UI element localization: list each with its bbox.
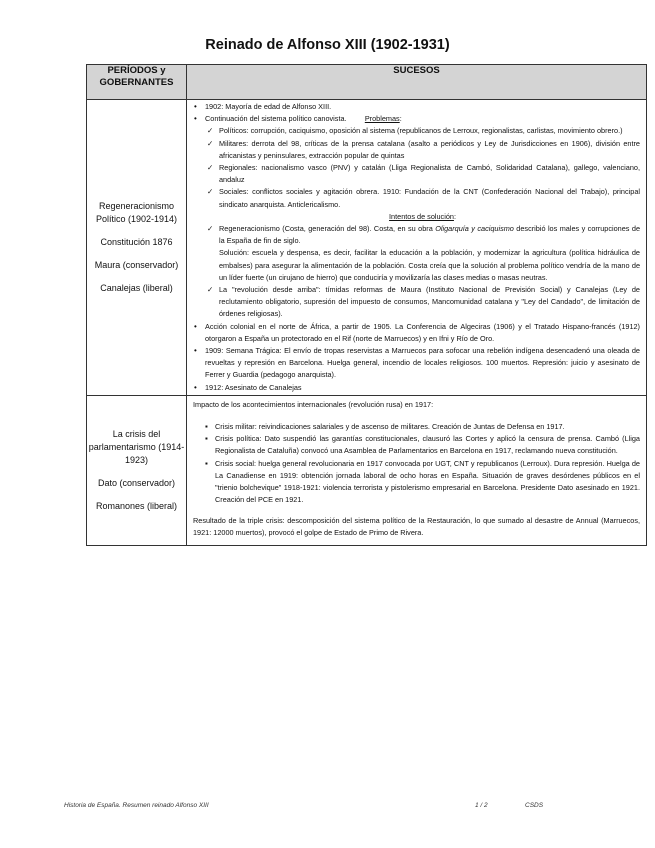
events-cell-crisis	[187, 395, 647, 545]
table-row	[87, 395, 647, 545]
events-list	[187, 101, 646, 394]
ruler-romanones: Romanones (liberal)	[95, 500, 178, 511]
period-label: La crisis del parlamentarismo (1914-1923)	[88, 429, 185, 465]
list-item: ✓ Regionales: nacionalismo vasco (PNV) y catalán (Lliga Regionalista de Cambó, Solidaridad Catalana), gallego, valenciano, andaluz	[219, 162, 640, 186]
period-label: Regeneracionismo Político (1902-1914)	[95, 201, 178, 225]
summary-table	[86, 64, 647, 546]
ruler-dato: Dato (conservador)	[97, 477, 176, 488]
footer-text: Historia de España. Resumen reinado Alfonso XIII	[64, 802, 209, 809]
page-title: Reinado de Alfonso XIII (1902-1931)	[205, 37, 450, 53]
list-item: ✓ Militares: derrota del 98, críticas de la prensa catalana (asalto a periódicos y Ley de Jurisdicciones en 1906), división entre africanistas y peninsulares, extracción popular de quintas	[219, 138, 640, 162]
table-row	[87, 100, 647, 396]
crisis-intro: Impacto de los acontecimientos internacionales (revolución rusa) en 1917:	[193, 399, 434, 409]
solutions-heading: Intentos de solución	[389, 211, 454, 221]
problems-list	[205, 125, 640, 210]
solution-text: describió los males y corrupciones de la España de fin de siglo.	[219, 224, 640, 246]
crisis-result: Resultado de la triple crisis: descomposición del sistema político de la Restauración, lo que sumado al desastre de Annual (Marruecos, 1921: 12000 muertos), provocó el golpe de Estado de Primo de Rivera.	[193, 515, 640, 537]
list-item: ▪ Crisis militar: reivindicaciones salariales y de ascenso de militares. Creación de Juntas de Defensa en 1917.	[215, 421, 640, 433]
ruler-canalejas: Canalejas (liberal)	[100, 282, 173, 293]
solution-body: Solución: escuela y despensa, es decir, facilitar la educación a la población, y modernizar la agricultura (política hidráulica de embalses) para asegurar la alimentación de la población. Costa creía que la solución al problema político vendría de la mano de un líder fuerte (un cirujano de hierro) que conduciría y movilizaría las clases medias o masas neutras.	[219, 248, 640, 282]
list-item: ▪ Crisis social: huelga general revolucionaria en 1917 convocada por UGT, CNT y republicanos (Lerroux). Dura represión. Huelga de La Canadiense en 1919: obtención jornada laboral de ocho horas en España. Situación de graves desórdenes públicos en el "trienio bolchevique" 1918-1921: violencia terrorista y pistolerismo empresarial en Barcelona. Presidente Dato asesinado en 1921. Creación del PCE en 1921.	[215, 458, 640, 507]
list-item: • Continuación del sistema político canovista. Problemas: ✓ Políticos: corrupción, caciquismo, oposición al sistema (republicanos de Lerroux, regionalistas, carlistas, movimiento obrero.) ✓ Militares: derrota del 98, críticas de la prensa catalana (asalto a periódicos y Ley de Jurisdicciones en 1906), división entre africanistas y peninsulares, extracción popular de quintas ✓ Regionales: nacionalismo vasco (PNV) y catalán (Lliga Regionalista de Cambó, Solidaridad Catalana), gallego, valenciano, andaluz ✓ Sociales: conflictos sociales y agitación obrera. 1910: Fundación de la CNT (Confederación Nacional del Trabajo), principal sindicato anarquista. Anticlericalismo. Intentos de solución: ✓ Regeneracionismo (Costa, generación del 98). Costa, en su obra Oligarquía y caciquismo describió los males y corrupciones de la España de fin de siglo. Solución: escuela y despensa, es decir, facilitar la educación a la población, y modernizar la agricultura (política hidráulica de embalses) para asegurar la alimentación de la población. Costa creía que la solución al problema político vendría de la mano de un líder fuerte (un cirujano de hierro) que conduciría y movilizaría las clases medias o masas neutras. ✓ La "revolución desde arriba": tímidas reformas de Maura (Instituto Nacional de Previsión Social) y Canalejas (Ley de reclutamiento obligatorio, supresión del impuesto de consumos, Mancomunidad catalana y "Ley del Candado", de limitación de órdenes religiosas).	[205, 113, 640, 320]
crisis-list	[187, 421, 646, 506]
events-cell-regeneracionismo	[187, 100, 647, 396]
list-item	[219, 223, 640, 284]
list-item: ▪ Crisis política: Dato suspendió las garantías constitucionales, clausuró las Cortes y aplicó la censura de prensa. Cambó (Lliga Regionalista de Cataluña) convocó una Asamblea de Parlamentarios en Barcelona en 1917, reclamando nueva constitución.	[215, 433, 640, 457]
ruler-maura: Maura (conservador)	[94, 259, 179, 270]
table-header-row	[87, 65, 647, 100]
period-cell-regeneracionismo	[87, 100, 187, 396]
page-number: 1 / 2	[475, 802, 488, 809]
header-events: SUCESOS	[187, 65, 647, 100]
constitution-label: Constitución 1876	[100, 237, 173, 248]
footer-author: CSDS	[525, 802, 544, 809]
solutions-heading-wrap: Intentos de solución:	[389, 211, 456, 221]
list-item: ✓ La "revolución desde arriba": tímidas reformas de Maura (Instituto Nacional de Previsión Social) y Canalejas (Ley de reclutamiento obligatorio, supresión del impuesto de consumos, Mancomunidad catalana y "Ley del Candado", de limitación de órdenes religiosas).	[219, 284, 640, 321]
list-item: ✓ Políticos: corrupción, caciquismo, oposición al sistema (republicanos de Lerroux, regionalistas, carlistas, movimiento obrero.)	[219, 125, 640, 137]
book-title: Oligarquía y caciquismo	[435, 224, 514, 234]
period-cell-crisis	[87, 395, 187, 545]
list-item-text: Continuación del sistema político canovista.	[205, 114, 347, 124]
list-item: • 1902: Mayoría de edad de Alfonso XIII.	[205, 101, 640, 113]
list-item: • 1909: Semana Trágica: El envío de tropas reservistas a Marruecos para sofocar una rebelión indígena desencadenó una oleada de revueltas y represión en Barcelona. Huelga general, incendio de locales religiosos. 100 muertos. Represión: juicio y asesinato de Ferrer y Guardia (pedagogo anarquista).	[205, 345, 640, 382]
problems-heading: Problemas	[364, 114, 400, 124]
list-item: • Acción colonial en el norte de África, a partir de 1905. La Conferencia de Algeciras (1906) y el Tratado Hispano-francés (1912) otorgaron a España un protectorado en el Rif (norte de Marruecos) y en Ifni y Río de Oro.	[205, 321, 640, 345]
solutions-list	[205, 223, 640, 321]
header-periods: PERÍODOS y GOBERNANTES	[87, 65, 187, 100]
solution-text: Regeneracionismo (Costa, generación del 98). Costa, en su obra	[219, 224, 436, 234]
list-item: ✓ Sociales: conflictos sociales y agitación obrera. 1910: Fundación de la CNT (Confederación Nacional del Trabajo), principal sindicato anarquista. Anticlericalismo.	[219, 186, 640, 210]
list-item: • 1912: Asesinato de Canalejas	[205, 382, 640, 394]
